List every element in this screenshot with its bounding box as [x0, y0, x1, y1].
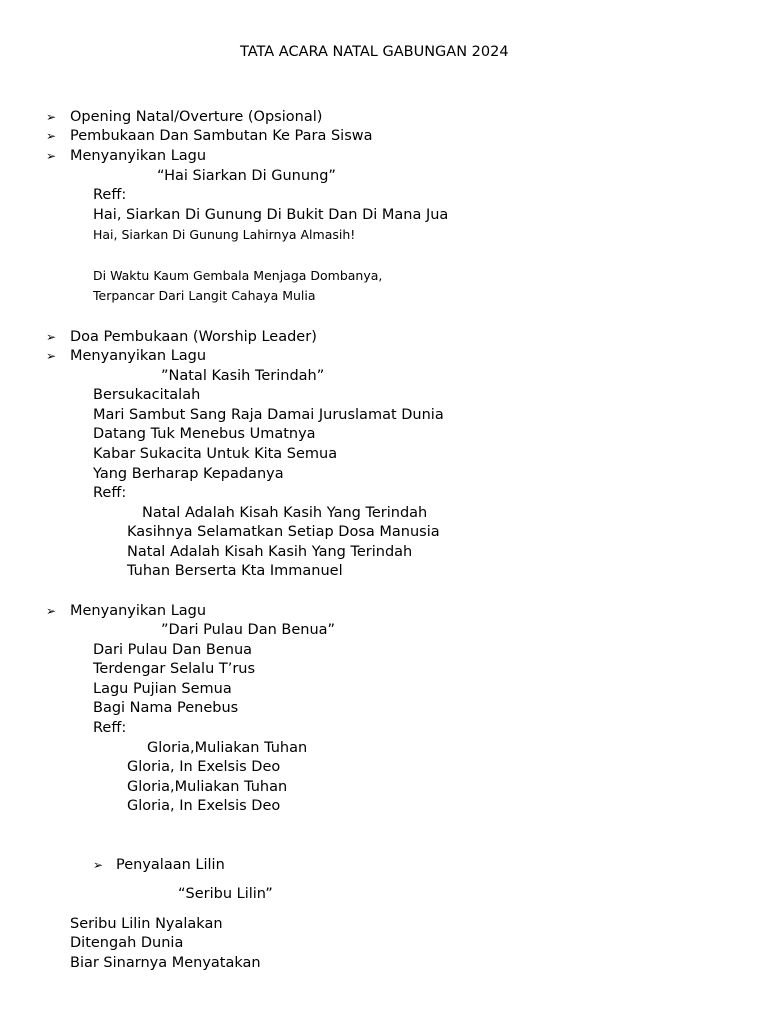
- bullet-icon: ➢: [93, 858, 104, 872]
- bullet-icon: ➢: [46, 110, 57, 124]
- song3-reff-label: Reff:: [93, 720, 127, 736]
- item-opening: Opening Natal/Overture (Opsional): [70, 109, 323, 125]
- song3-reff-line: Gloria, In Exelsis Deo: [127, 759, 281, 775]
- song2-verse-line: Datang Tuk Menebus Umatnya: [93, 426, 316, 442]
- song2-reff-line: Natal Adalah Kisah Kasih Yang Terindah: [142, 505, 428, 521]
- bullet-icon: ➢: [46, 149, 57, 163]
- song2-reff-line: Kasihnya Selamatkan Setiap Dosa Manusia: [127, 524, 440, 540]
- song4-line: Ditengah Dunia: [70, 935, 184, 951]
- item-pembukaan: Pembukaan Dan Sambutan Ke Para Siswa: [70, 128, 373, 144]
- song2-verse-line: Mari Sambut Sang Raja Damai Juruslamat Dunia: [93, 407, 444, 423]
- song1-reff-label: Reff:: [93, 187, 127, 203]
- item-menyanyikan-lagu-2: Menyanyikan Lagu: [70, 348, 207, 364]
- song2-reff-line: Tuhan Berserta Kta Immanuel: [127, 563, 343, 579]
- song2-reff-label: Reff:: [93, 485, 127, 501]
- item-menyanyikan-lagu-3: Menyanyikan Lagu: [70, 603, 207, 619]
- song1-line: Hai, Siarkan Di Gunung Lahirnya Almasih!: [93, 227, 356, 242]
- song1-line: Terpancar Dari Langit Cahaya Mulia: [93, 288, 316, 303]
- song3-title: ”Dari Pulau Dan Benua”: [161, 622, 336, 638]
- song2-verse-line: Bersukacitalah: [93, 387, 201, 403]
- song4-line: Biar Sinarnya Menyatakan: [70, 955, 261, 971]
- song1-line: Hai, Siarkan Di Gunung Di Bukit Dan Di Mana Jua: [93, 207, 449, 223]
- bullet-icon: ➢: [46, 349, 57, 363]
- bullet-icon: ➢: [46, 129, 57, 143]
- song1-title: “Hai Siarkan Di Gunung”: [157, 168, 336, 184]
- bullet-icon: ➢: [46, 330, 57, 344]
- song3-reff-line: Gloria, In Exelsis Deo: [127, 798, 281, 814]
- song4-line: Seribu Lilin Nyalakan: [70, 916, 223, 932]
- song1-line: Di Waktu Kaum Gembala Menjaga Dombanya,: [93, 268, 383, 283]
- song2-title: ”Natal Kasih Terindah”: [161, 368, 325, 384]
- item-doa-pembukaan: Doa Pembukaan (Worship Leader): [70, 329, 317, 345]
- song3-verse-line: Dari Pulau Dan Benua: [93, 642, 253, 658]
- item-penyalaan-lilin: Penyalaan Lilin: [116, 857, 225, 873]
- song4-title: “Seribu Lilin”: [178, 886, 273, 902]
- item-menyanyikan-lagu-1: Menyanyikan Lagu: [70, 148, 207, 164]
- song3-verse-line: Terdengar Selalu T’rus: [93, 661, 256, 677]
- bullet-icon: ➢: [46, 604, 57, 618]
- song3-reff-line: Gloria,Muliakan Tuhan: [147, 740, 308, 756]
- song2-verse-line: Kabar Sukacita Untuk Kita Semua: [93, 446, 338, 462]
- song3-verse-line: Bagi Nama Penebus: [93, 700, 239, 716]
- document-title: TATA ACARA NATAL GABUNGAN 2024: [240, 44, 509, 60]
- song2-reff-line: Natal Adalah Kisah Kasih Yang Terindah: [127, 544, 413, 560]
- song3-verse-line: Lagu Pujian Semua: [93, 681, 232, 697]
- song2-verse-line: Yang Berharap Kepadanya: [93, 466, 284, 482]
- song3-reff-line: Gloria,Muliakan Tuhan: [127, 779, 288, 795]
